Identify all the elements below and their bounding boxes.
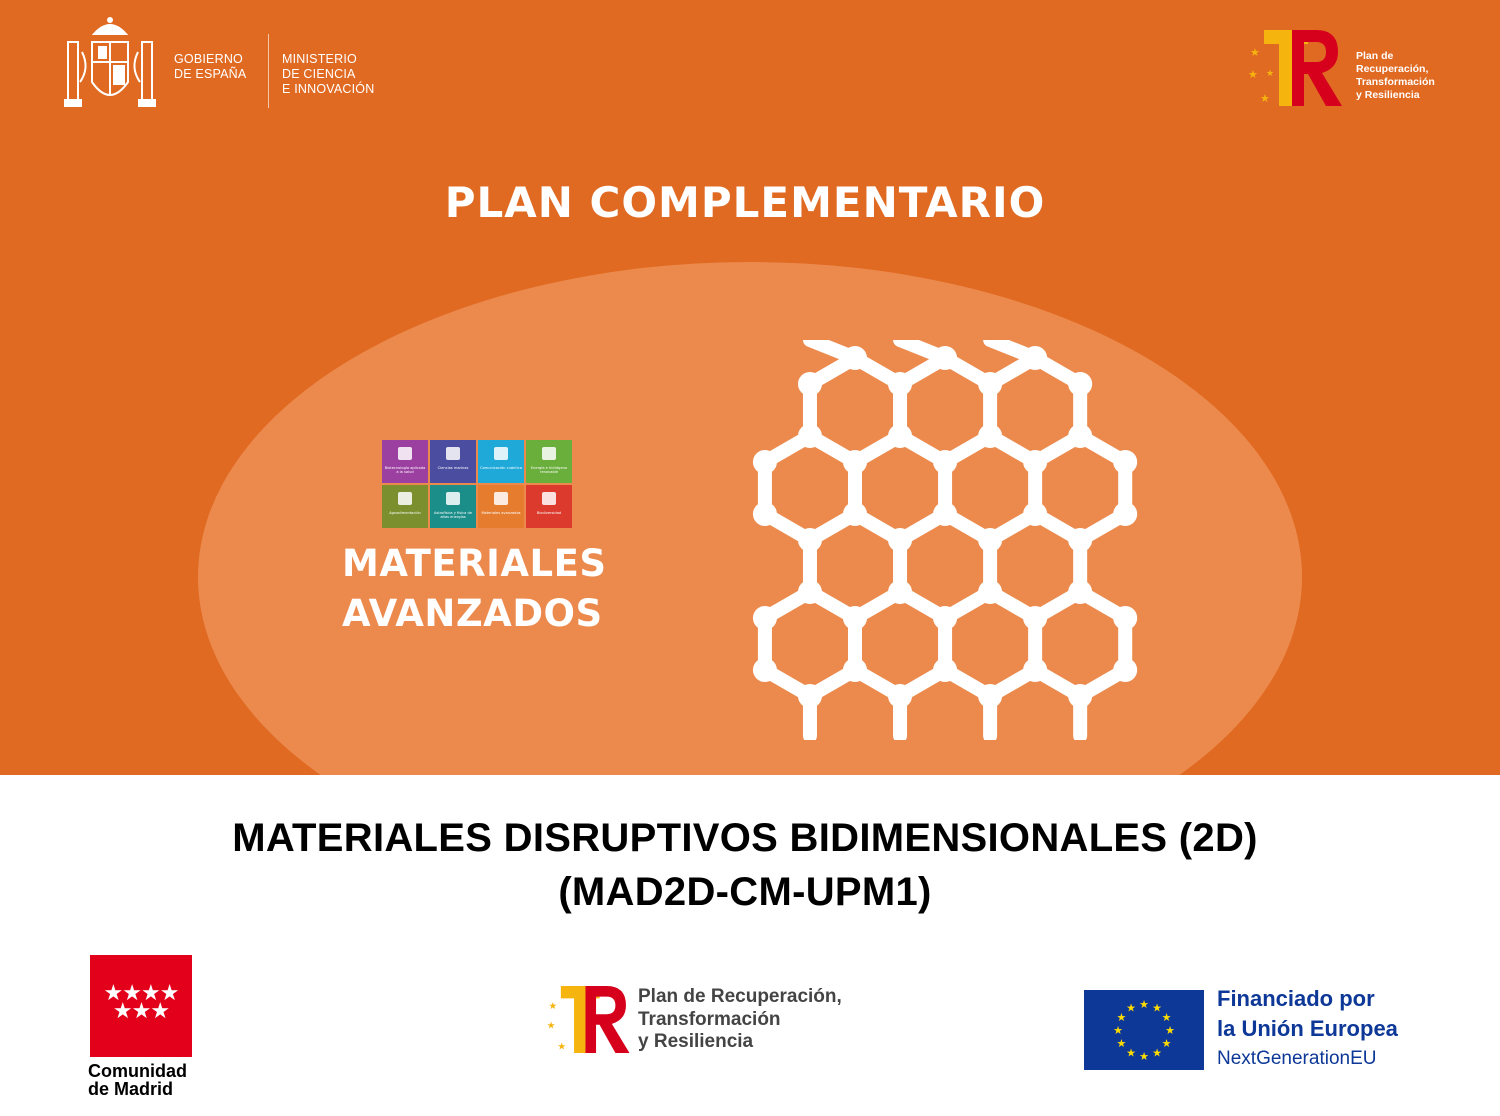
lattice-atom bbox=[978, 528, 1002, 552]
lattice-atom bbox=[1023, 450, 1047, 474]
lattice-atom bbox=[888, 424, 912, 448]
area-tile bbox=[526, 485, 572, 528]
lattice-atom bbox=[798, 372, 822, 396]
lattice-atom bbox=[888, 580, 912, 604]
lattice-atom bbox=[843, 658, 867, 682]
lattice-atom bbox=[798, 580, 822, 604]
area-title-line2: AVANZADOS bbox=[342, 592, 603, 635]
svg-text:★: ★ bbox=[1248, 68, 1258, 81]
prtr-logo-top bbox=[1246, 28, 1456, 108]
lattice-icon bbox=[494, 492, 508, 505]
lattice-atom bbox=[843, 606, 867, 630]
area-tile bbox=[382, 440, 428, 483]
plan-title: PLAN COMPLEMENTARIO bbox=[444, 178, 1046, 227]
lattice-atom bbox=[753, 502, 777, 526]
comunidad-madrid-logo bbox=[88, 955, 194, 1100]
lattice-atom bbox=[888, 528, 912, 552]
area-tile-label: Astrofísica y física de altas energías bbox=[433, 511, 472, 519]
area-title-line1: MATERIALES bbox=[342, 542, 607, 585]
lattice-atom bbox=[1068, 528, 1092, 552]
prtr-mark-icon bbox=[1246, 28, 1346, 108]
eu-line2: la Unión Europea bbox=[1217, 1016, 1398, 1041]
ship-icon bbox=[446, 447, 460, 460]
prtr-top-line1: Plan de bbox=[1356, 50, 1394, 62]
area-tile-label: Energía e hidrógeno renovable bbox=[530, 466, 568, 474]
eu-star-icon: ★ bbox=[1113, 1024, 1123, 1037]
bulb-icon bbox=[542, 447, 556, 460]
project-code: (MAD2D-CM-UPM1) bbox=[558, 870, 932, 914]
lattice-atom bbox=[1068, 372, 1092, 396]
svg-text:★: ★ bbox=[1260, 92, 1270, 105]
ministerio-line2: DE CIENCIA bbox=[282, 67, 356, 81]
area-tile bbox=[478, 440, 524, 483]
eu-star-icon: ★ bbox=[1116, 1037, 1127, 1050]
lattice-atom bbox=[753, 658, 777, 682]
lattice-atom bbox=[888, 372, 912, 396]
graphene-lattice-icon bbox=[740, 340, 1150, 740]
prtr-bottom-line2: Transformación bbox=[638, 1009, 781, 1030]
prtr-top-line2: Recuperación, bbox=[1356, 63, 1429, 75]
chip-icon bbox=[494, 447, 508, 460]
lattice-atom bbox=[1113, 658, 1137, 682]
lattice-atom bbox=[933, 658, 957, 682]
lattice-atom bbox=[1068, 580, 1092, 604]
madrid-stars-icon: ★★★★ ★★★ bbox=[103, 981, 179, 1024]
svg-text:★: ★ bbox=[1266, 69, 1275, 79]
project-title: MATERIALES DISRUPTIVOS BIDIMENSIONALES (2D) bbox=[232, 816, 1258, 860]
lattice-atom bbox=[1023, 606, 1047, 630]
research-areas-grid bbox=[382, 440, 570, 528]
lattice-atom bbox=[1068, 684, 1092, 708]
svg-text:★: ★ bbox=[557, 1041, 566, 1053]
eu-star-icon: ★ bbox=[1126, 1046, 1136, 1060]
observatory-icon bbox=[446, 492, 460, 505]
logo-divider bbox=[268, 34, 269, 108]
lattice-atom bbox=[1113, 502, 1137, 526]
area-tile-label: Materiales avanzados bbox=[481, 511, 521, 515]
area-tile-label: Biodiversidad bbox=[536, 511, 562, 515]
area-tile bbox=[430, 485, 476, 528]
eu-line1: Financiado por bbox=[1217, 986, 1375, 1011]
factory-icon bbox=[398, 492, 412, 505]
lattice-atom bbox=[1023, 658, 1047, 682]
lattice-atom bbox=[753, 450, 777, 474]
lattice-atom bbox=[933, 346, 957, 370]
prtr-top-line3: Transformación bbox=[1356, 76, 1435, 88]
eu-star-icon: ★ bbox=[1161, 1011, 1172, 1024]
eu-star-icon: ★ bbox=[1139, 1050, 1149, 1063]
lattice-atom bbox=[798, 528, 822, 552]
lattice-atom bbox=[1023, 502, 1047, 526]
lattice-atom bbox=[1023, 346, 1047, 370]
lattice-atom bbox=[1113, 606, 1137, 630]
area-tile bbox=[478, 485, 524, 528]
lattice-atom bbox=[843, 346, 867, 370]
madrid-flag-square bbox=[90, 955, 192, 1057]
lattice-atom bbox=[933, 606, 957, 630]
eu-star-icon: ★ bbox=[1126, 1001, 1136, 1015]
lattice-atom bbox=[1113, 450, 1137, 474]
lattice-atom bbox=[1068, 424, 1092, 448]
lattice-atom bbox=[933, 502, 957, 526]
area-tile-label: Comunicación cuántica bbox=[480, 466, 522, 470]
svg-text:★: ★ bbox=[546, 1020, 556, 1032]
eu-star-icon: ★ bbox=[1116, 1011, 1127, 1024]
eu-funding-logo bbox=[1084, 986, 1444, 1076]
gobierno-ministerio-logo bbox=[62, 12, 402, 112]
lattice-atom bbox=[978, 684, 1002, 708]
lattice-atom bbox=[798, 684, 822, 708]
lattice-atom bbox=[978, 580, 1002, 604]
lattice-atom bbox=[753, 606, 777, 630]
prtr-bottom-line3: y Resiliencia bbox=[638, 1031, 754, 1052]
prtr-logo-bottom bbox=[545, 980, 895, 1055]
lattice-atom bbox=[798, 424, 822, 448]
area-tile-label: Biotecnología aplicada a la salud bbox=[384, 466, 426, 474]
area-tile bbox=[430, 440, 476, 483]
prtr-top-line4: y Resiliencia bbox=[1356, 89, 1420, 101]
microscope-icon bbox=[398, 447, 412, 460]
lattice-atom bbox=[888, 684, 912, 708]
lattice-atom bbox=[843, 450, 867, 474]
area-tile-label: Agroalimentación bbox=[389, 511, 421, 515]
ministerio-line3: E INNOVACIÓN bbox=[282, 82, 375, 96]
lattice-atom bbox=[978, 424, 1002, 448]
area-tile bbox=[382, 485, 428, 528]
lattice-atom bbox=[978, 372, 1002, 396]
eu-star-icon: ★ bbox=[1139, 998, 1149, 1011]
comunidad-line1: Comunidad bbox=[88, 1061, 187, 1081]
ministerio-line1: MINISTERIO bbox=[282, 52, 357, 66]
prtr-bottom-line1: Plan de Recuperación, bbox=[638, 986, 842, 1007]
eu-star-icon: ★ bbox=[1152, 1001, 1162, 1015]
area-tile bbox=[526, 440, 572, 483]
molecule-icon bbox=[542, 492, 556, 505]
area-tile-label: Ciencias marinas bbox=[437, 466, 469, 470]
svg-text:★: ★ bbox=[548, 1000, 558, 1012]
coat-of-arms-icon bbox=[62, 12, 158, 112]
gobierno-line1: GOBIERNO bbox=[174, 52, 243, 66]
eu-line3: NextGenerationEU bbox=[1217, 1048, 1377, 1069]
lattice-atom bbox=[843, 502, 867, 526]
eu-star-icon: ★ bbox=[1165, 1024, 1175, 1037]
lattice-atom bbox=[933, 450, 957, 474]
svg-text:★: ★ bbox=[1250, 46, 1260, 59]
eu-star-icon: ★ bbox=[1152, 1046, 1162, 1060]
comunidad-line2: de Madrid bbox=[88, 1079, 174, 1099]
prtr-mark-icon bbox=[545, 982, 633, 1057]
eu-flag-icon bbox=[1084, 990, 1204, 1070]
eu-star-icon: ★ bbox=[1161, 1037, 1172, 1050]
gobierno-line2: DE ESPAÑA bbox=[174, 67, 247, 81]
